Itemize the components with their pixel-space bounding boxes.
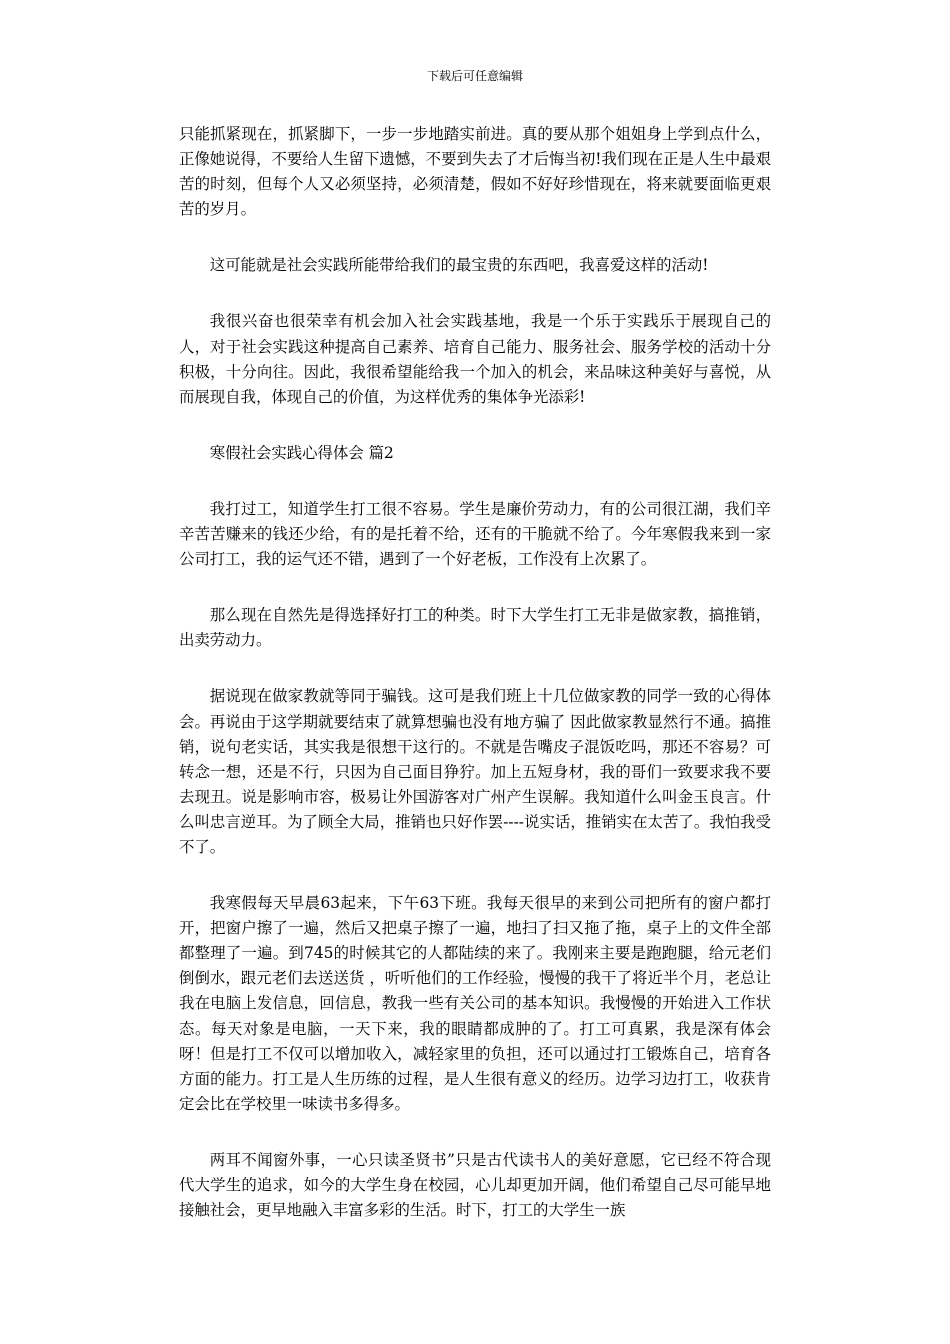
section-heading: 寒假社会实践心得体会 篇2: [209, 443, 394, 462]
paragraph: 这可能就是社会实践所能带给我们的最宝贵的东西吧，我喜爱这样的活动!: [209, 256, 709, 275]
paragraph: 两耳不闻窗外事，一心只读圣贤书”只是古代读书人的美好意愿，它已经不符合现代大学生的追求，如今的大学生身在校园，心儿却更加开阔，他们希望自己尽可能早地接触社会，更早地融入丰富多彩的生活。时下，打工的大学生一族: [179, 1150, 771, 1220]
paragraph: 我很兴奋也很荣幸有机会加入社会实践基地，我是一个乐于实践乐于展现自己的人，对于社会实践这种提高自己素养、培育自己能力、服务社会、服务学校的活动十分积极，十分向往。因此，我很希望能给我一个加入的机会，来品味这种美好与喜悦，从而展现自我，体现自己的价值，为这样优秀的集体争光添彩!: [179, 312, 771, 406]
paragraph: 我寒假每天早晨63起来，下午63下班。我每天很早的来到公司把所有的窗户都打开，把窗户擦了一遍，然后又把桌子擦了一遍，地扫了扫又拖了拖，桌子上的文件全部都整理了一遍。到745的时候其它的人都陆续的来了。我刚来主要是跑跑腿，给元老们倒倒水，跟元老们去送送货 ，听听他们的工作经验，慢慢的我干了将近半个月，老总让我在电脑上发信息，回信息，教我一些有关公司的基本知识。我慢慢的开始进入工作状态。每天对象是电脑，一天下来，我的眼睛都成肿的了。打工可真累，我是深有体会呀！但是打工不仅可以增加收入，减轻家里的负担，还可以通过打工锻炼自己，培育各方面的能力。打工是人生历练的过程，是人生很有意义的经历。边学习边打工，收获肯定会比在学校里一味读书多得多。: [179, 894, 771, 1113]
paragraph-continuation: 只能抓紧现在，抓紧脚下，一步一步地踏实前进。真的要从那个姐姐身上学到点什么，正像她说得，不要给人生留下遗憾，不要到失去了才后悔当初!我们现在正是人生中最艰苦的时刻，但每个人又必须坚持，必须清楚，假如不好好珍惜现在，将来就要面临更艰苦的岁月。: [179, 125, 771, 219]
page-header-note: 下载后可任意编辑: [426, 69, 523, 83]
paragraph: 那么现在自然先是得选择好打工的种类。时下大学生打工无非是做家教，搞推销，出卖劳动力。: [179, 606, 771, 650]
paragraph: 我打过工，知道学生打工很不容易。学生是廉价劳动力，有的公司很江湖，我们辛辛苦苦赚来的钱还少给，有的是托着不给，还有的干脆就不给了。今年寒假我来到一家公司打工，我的运气还不错，遇到了一个好老板，工作没有上次累了。: [179, 499, 771, 569]
document-body: [179, 122, 771, 1254]
paragraph: 据说现在做家教就等同于骗钱。这可是我们班上十几位做家教的同学一致的心得体会。再说由于这学期就要结束了就算想骗也没有地方骗了 因此做家教显然行不通。搞推销，说句老实话，其实我是很想干这行的。不就是告嘴皮子混饭吃吗，那还不容易？可转念一想，还是不行，只因为自己面目狰狞。加上五短身材，我的哥们一致要求我不要去现丑。说是影响市容，极易让外国游客对广州产生误解。我知道什么叫金玉良言。什么叫忠言逆耳。为了顾全大局，推销也只好作罢----说实话，推销实在太苦了。我怕我受不了。: [179, 687, 771, 856]
